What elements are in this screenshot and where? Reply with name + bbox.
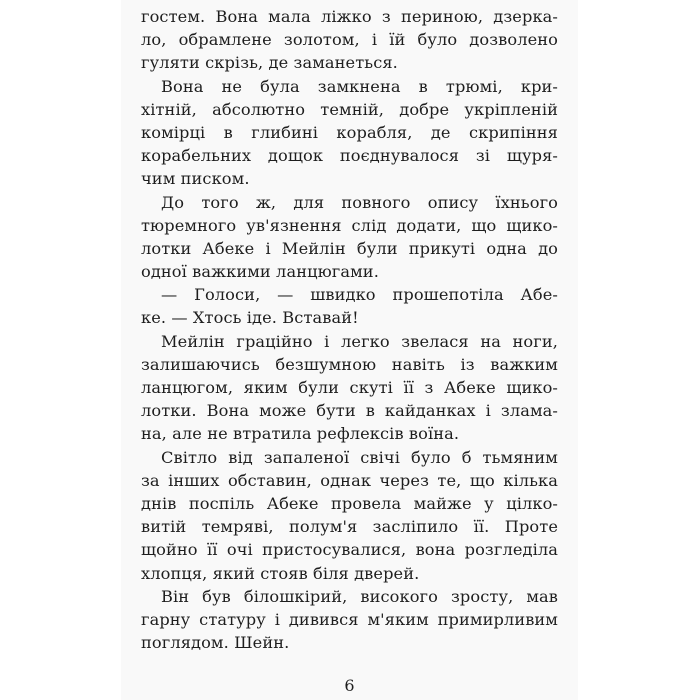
text-line: гостем. Вона мала ліжко з периною, дзерка-	[141, 7, 558, 26]
text-line: Світло від запаленої свічі було б тьмяним	[161, 447, 558, 467]
text-line: одної важкими ланцюгами.	[141, 262, 379, 282]
text-line: Мейлін граційно і легко звелася на ноги,	[161, 331, 558, 351]
text-line: за інших обставин, однак через те, що кілька	[141, 470, 558, 490]
text-line: щойно її очі пристосувалися, вона розгледіла	[141, 540, 558, 560]
book-page	[121, 0, 578, 700]
text-line: на, але не втратила рефлексів воїна.	[141, 424, 460, 444]
text-line: чим писком.	[141, 169, 250, 189]
text-line: тюремного ув'язнення слід додати, що щико-	[141, 215, 558, 235]
text-line: Вона не була замкнена в трюмі, кри-	[161, 76, 558, 96]
text-line: ке. — Хтось іде. Вставай!	[141, 308, 359, 328]
text-line: комірці в глибині корабля, де скрипіння	[141, 122, 558, 142]
text-line: — Голоси, — швидко прошепотіла Абе-	[161, 285, 558, 305]
text-line: Він був білошкірий, високого зросту, мав	[161, 586, 558, 606]
text-line: лотки. Вона може бути в кайданках і злама-	[141, 401, 558, 421]
text-line: хлопця, який стояв біля дверей.	[141, 563, 420, 583]
text-line: хітній, абсолютно темній, добре укріпленій	[141, 99, 558, 119]
paragraph-4-dialogue	[141, 283, 558, 329]
body-text	[141, 5, 558, 654]
paragraph-3	[141, 191, 558, 284]
text-line: корабельних дощок поєднувалося зі щуря-	[141, 146, 558, 166]
text-line: гуляти скрізь, де заманеться.	[141, 53, 398, 73]
paragraph-7	[141, 585, 558, 655]
paragraph-6	[141, 446, 558, 585]
text-line: лотки Абеке і Мейлін були прикуті одна до	[141, 238, 558, 258]
paragraph-2	[141, 75, 558, 191]
text-line: днів поспіль Абеке провела майже у цілко-	[141, 493, 558, 513]
text-line: гарну статуру і дивився м'яким примирливим	[141, 609, 558, 629]
text-line: До того ж, для повного опису їхнього	[161, 192, 558, 212]
page-number: 6	[344, 676, 355, 695]
paragraph-5	[141, 330, 558, 446]
text-line: витій темряві, полум'я засліпило її. Проте	[141, 517, 558, 537]
text-line: ло, обрамлене золотом, і їй було дозволено	[141, 30, 558, 50]
text-line: залишаючись безшумною навіть із важким	[141, 354, 558, 374]
text-line: ланцюгом, яким були скуті її з Абеке щико-	[141, 378, 558, 397]
text-line: поглядом. Шейн.	[141, 633, 290, 653]
paragraph-1	[141, 5, 558, 75]
